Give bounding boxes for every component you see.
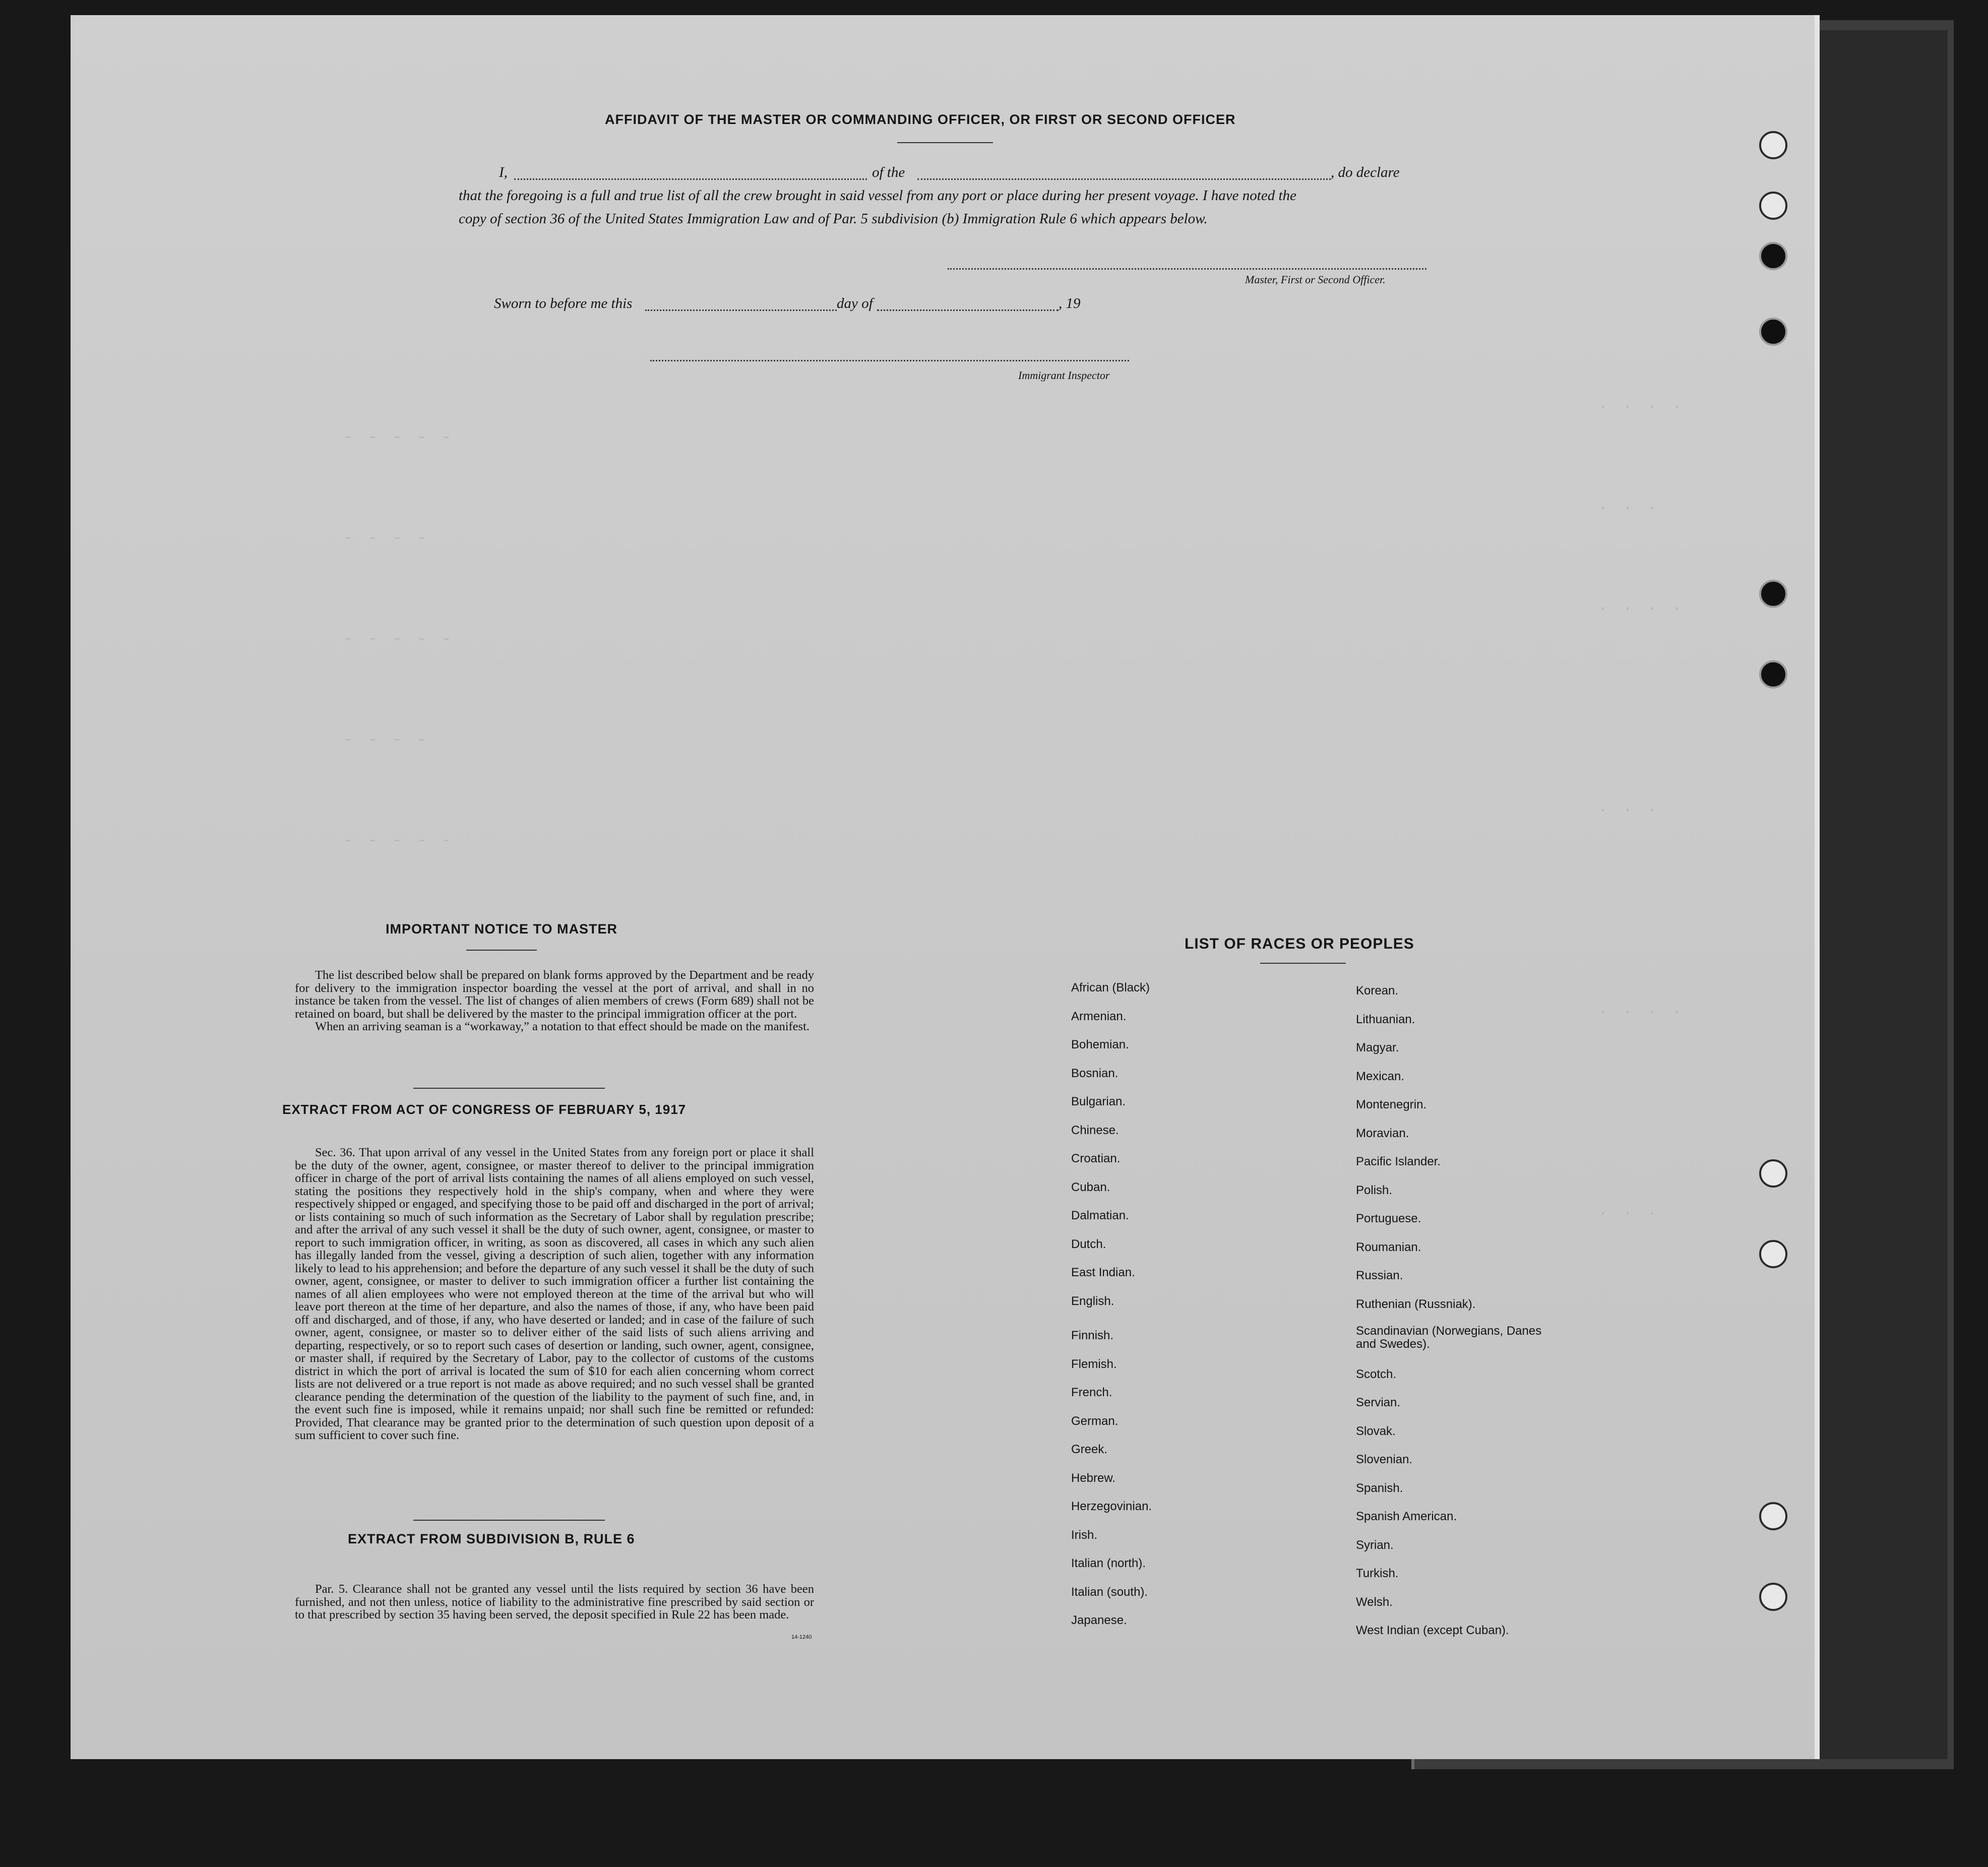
- notice-paragraph-1: The list described below shall be prepared on blank forms approved by the Department and be ready for delivery to the immigration inspector boarding the vessel at the port of arrival, and shall in no instance be taken from the vessel. The list of changes of alien members of crews (Form 689) shall not be retained on board, but shall be delivered by the master to the principal immigration officer at the port.: [295, 968, 814, 1021]
- punch-hole: [1759, 242, 1787, 270]
- affidavit-line1-mid: of the: [872, 164, 905, 180]
- punch-hole: [1759, 580, 1787, 608]
- sworn-end: , 19: [1059, 295, 1081, 312]
- race-item-right: West Indian (except Cuban).: [1356, 1624, 1509, 1637]
- race-item-left: Croatian.: [1071, 1152, 1121, 1165]
- race-item-left: East Indian.: [1071, 1266, 1135, 1279]
- race-item-left: German.: [1071, 1414, 1119, 1428]
- back-sheet-edge: [1815, 30, 1948, 1759]
- race-item-left: Irish.: [1071, 1528, 1098, 1542]
- sworn-month-blank: [877, 297, 1059, 311]
- sworn-mid: day of: [837, 295, 873, 312]
- punch-hole: [1759, 1583, 1787, 1611]
- race-item-right: Montenegrin.: [1356, 1098, 1427, 1111]
- race-item-right: Moravian.: [1356, 1126, 1409, 1140]
- race-item-right: Magyar.: [1356, 1041, 1399, 1054]
- affidavit-line1-end: , do declare: [1331, 164, 1400, 180]
- notice-text: [295, 969, 814, 1033]
- sworn-start: Sworn to before me this: [494, 295, 633, 312]
- race-item-right: Syrian.: [1356, 1538, 1394, 1552]
- race-item-right: Scandinavian (Norwegians, Danes and Swedes).: [1356, 1324, 1542, 1351]
- signature-label: Master, First or Second Officer.: [1245, 273, 1386, 286]
- race-item-right: Lithuanian.: [1356, 1012, 1415, 1026]
- race-item-left: English.: [1071, 1294, 1114, 1308]
- race-item-right: Scotch.: [1356, 1367, 1397, 1381]
- punch-hole: [1759, 318, 1787, 346]
- race-item-left: Armenian.: [1071, 1009, 1127, 1023]
- race-item-left: Dutch.: [1071, 1237, 1106, 1251]
- punch-hole: [1759, 660, 1787, 689]
- race-item-right: Slovenian.: [1356, 1453, 1413, 1466]
- race-item-left: Chinese.: [1071, 1123, 1119, 1137]
- affidavit-line3: copy of section 36 of the United States Immigration Law and of Par. 5 subdivision (b) Immigration Rule 6 which appears below.: [459, 211, 1208, 227]
- race-item-left: Italian (north).: [1071, 1557, 1146, 1570]
- race-item-left: Dalmatian.: [1071, 1209, 1129, 1222]
- race-item-left: Italian (south).: [1071, 1585, 1148, 1599]
- divider: [413, 1088, 605, 1089]
- race-item-left: French.: [1071, 1386, 1112, 1399]
- name-blank: [514, 166, 867, 180]
- form-number: 14-1240: [791, 1634, 812, 1640]
- race-item-left: Hebrew.: [1071, 1471, 1116, 1485]
- race-item-right: Spanish American.: [1356, 1510, 1457, 1523]
- race-item-left: Herzegovinian.: [1071, 1500, 1152, 1513]
- race-item-right: Welsh.: [1356, 1595, 1393, 1609]
- affidavit-line2: that the foregoing is a full and true list of all the crew brought in said vessel from any port or place during her present voyage. I have noted the: [459, 188, 1296, 204]
- race-item-left: African (Black): [1071, 981, 1150, 994]
- race-item-left: Greek.: [1071, 1443, 1108, 1456]
- inspector-blank: [650, 348, 1129, 361]
- race-item-right: Korean.: [1356, 984, 1399, 998]
- race-item-right: Spanish.: [1356, 1481, 1403, 1495]
- affidavit-title: AFFIDAVIT OF THE MASTER OR COMMANDING OFFICER, OR FIRST OR SECOND OFFICER: [605, 112, 1236, 127]
- divider: [466, 950, 537, 951]
- race-item-right: Slovak.: [1356, 1424, 1396, 1438]
- race-item-right: Portuguese.: [1356, 1212, 1421, 1225]
- race-item-left: Bulgarian.: [1071, 1095, 1126, 1108]
- divider: [897, 142, 993, 143]
- vessel-blank: [917, 166, 1331, 180]
- inspector-label: Immigrant Inspector: [1018, 369, 1110, 382]
- punch-hole: [1759, 1240, 1787, 1268]
- race-item-left: Flemish.: [1071, 1357, 1117, 1371]
- race-item-right: Ruthenian (Russniak).: [1356, 1297, 1476, 1311]
- affidavit-line1-start: I,: [499, 164, 508, 180]
- extract-rule-text: Par. 5. Clearance shall not be granted any vessel until the lists required by section 36 have been furnished, and not then unless, notice of liability to the administrative fine prescribed by said section or to that prescribed by section 35 having been served, the deposit specified in Rule 22 has been made.: [295, 1582, 814, 1622]
- races-title: LIST OF RACES OR PEOPLES: [1185, 936, 1414, 952]
- race-item-right: Mexican.: [1356, 1069, 1405, 1083]
- extract-act-text: Sec. 36. That upon arrival of any vessel in the United States from any foreign port or place it shall be the duty of the owner, agent, consignee, or master thereof to deliver to the principal immigration officer in charge of the port of arrival lists containing the names of all aliens employed on such vessel, stating the positions they respectively hold in the ship's company, when and where they were respectively shipped or engaged, and specifying those to be paid off and discharged in the port of arrival; or lists containing so much of such information as the Secretary of Labor shall by regulation prescribe; and after the arrival of any such vessel it shall be the duty of such owner, agent, consignee, or master to report to such immigration officer, in writing, as soon as discovered, all cases in which any such alien has illegally landed from the vessel, giving a description of such alien, together with any information likely to lead to his apprehension; and before the departure of any such vessel it shall be the duty of such owner, agent, consignee, or master to deliver to such immigration officer a further list containing the names of all alien employees who were not employed thereon at the time of the arrival but who will leave port thereon at the time of her departure, and also the names of those, if any, who have been paid off and discharged, and of those, if any, who have deserted or landed; and in case of the failure of such owner, agent, consignee, or master so to deliver either of the said lists of such aliens arriving and departing, respectively, or so to report such cases of desertion or landing, such owner, agent, consignee, or master shall, if required by the Secretary of Labor, pay to the collector of customs of the customs district in which the port of arrival is located the sum of $10 for each alien concerning whom correct lists are not delivered or a true report is not made as above required; and no such vessel shall be granted clearance pending the determination of the question of the liability to the payment of such fine, and, in the event such fine is imposed, while it remains unpaid; nor shall such fine be remitted or refunded: Provided, That clearance may be granted prior to the determination of such question upon deposit of a sum sufficient to cover such fine.: [295, 1146, 814, 1442]
- punch-hole: [1759, 1159, 1787, 1188]
- race-item-left: Finnish.: [1071, 1329, 1114, 1342]
- race-item-left: Bohemian.: [1071, 1038, 1129, 1051]
- signature-blank: [948, 256, 1426, 270]
- divider: [1260, 963, 1346, 964]
- divider: [413, 1520, 605, 1521]
- extract-act-title: EXTRACT FROM ACT OF CONGRESS OF FEBRUARY 5, 1917: [282, 1102, 687, 1117]
- race-item-right: Turkish.: [1356, 1567, 1399, 1580]
- notice-paragraph-2: When an arriving seaman is a “workaway,” a notation to that effect should be made on the manifest.: [315, 1020, 810, 1033]
- race-item-left: Japanese.: [1071, 1613, 1127, 1627]
- extract-rule-title: EXTRACT FROM SUBDIVISION B, RULE 6: [348, 1531, 635, 1546]
- race-item-right: Pacific Islander.: [1356, 1155, 1441, 1168]
- race-item-right: Servian.: [1356, 1396, 1401, 1409]
- document-page: · · · · · · · · · · · · · · · · · · · · · - - - - - - - - - - - - - - - - - - - - - - - AFFIDAVIT OF THE MASTER OR COMMANDING OFFICER, OR FIRST OR SECOND OFFICER I, of the , do declare that the foregoing is a full and true list of all the crew brought in said vessel from any port or place during her present voyage. I have noted the copy of section 36 of the United States Immigration Law and of Par. 5 subdivision (b) Immigration Rule 6 which appears below. Master, First or Second Officer. Sworn to before me this day of , 19 Immigrant Inspector IMPORTANT NOTICE TO MASTER The list described below shall be prepared on blank forms approved by the Department and be ready for delivery to the immigration inspector boarding the vessel at the port of arrival, and shall in no instance be taken from the vessel. The list of changes of alien members of crews (Form 689) shall not be retained on board, but shall be delivered by the master to the principal immigration officer at the port. When an arriving seaman is a “workaway,” a notation to that effect should be made on the manifest. EXTRACT FROM ACT OF CONGRESS OF FEBRUARY 5, 1917 Sec. 36. That upon arrival of any vessel in the United States from any foreign port or place it shall be the duty of the owner, agent, consignee, or master thereof to deliver to the principal immigration officer in charge of the port of arrival lists containing the names of all aliens employed on such vessel, stating the positions they respectively hold in the ship's company, when and where they were respectively shipped or engaged, and specifying those to be paid off and discharged in the port of arrival; or lists containing so much of such information as the Secretary of Labor shall by regulation prescribe; and after the arrival of any such vessel it shall be the duty of such owner, agent, consignee, or master to report to such immigration officer, in writing, as soon as discovered, all cases in which any such alien has illegally landed from the vessel, giving a description of such alien, together with any information likely to lead to his apprehension; and before the departure of any such vessel it shall be the duty of such owner, agent, consignee, or master to deliver to such immigration officer a further list containing the names of all alien employees who were not employed thereon at the time of the arrival but who will leave port thereon at the time of her departure, and also the names of those, if any, who have been paid off and discharged, and of those, if any, who have deserted or landed; and in case of the failure of such owner, agent, consignee, or master so to deliver either of the said lists of such aliens arriving and departing, respectively, or so to report such cases of desertion or landing, such owner, agent, consignee, or master shall, if required by the Secretary of Labor, pay to the collector of customs of the customs district in which the port of arrival is located the sum of $10 for each alien concerning whom correct lists are not delivered or a true report is not made as above required; and no such vessel shall be granted clearance pending the determination of the question of the liability to the payment of such fine, and, in the event such fine is imposed, while it remains unpaid; nor shall such fine be remitted or refunded: Provided, That clearance may be granted prior to the determination of such question upon deposit of a sum sufficient to cover such fine. EXTRACT FROM SUBDIVISION B, RULE 6 Par. 5. Clearance shall not be granted any vessel until the lists required by section 36 have been furnished, and not then unless, notice of liability to the administrative fine prescribed by said section or to that prescribed by section 35 having been served, the deposit specified in Rule 22 has been made. 14-1240 LIST OF RACES OR PEOPLES African (Black) Armenian. Bohemian. Bosnian. Bulgarian. Chinese. Croatian. Cuban. Dalmatian. Dutch. East Indian. English. Finnish. Flemish. French. German. Greek. Hebrew. Herzegovinian. Irish. Italian (north). Italian (south). Japanese. Korean. Lithuanian. Magyar. Mexican. Montenegrin. Moravian. Pacific Islander. Polish. Portuguese. Roumanian. Russian. Ruthenian (Russniak). Scandinavian (Norwegians, Danes and Swedes). Scotch. Servian. Slovak. Slovenian. Spanish. Spanish American. Syrian. Turkish. Welsh. West Indian (except Cuban).: [71, 15, 1815, 1759]
- race-item-right: Roumanian.: [1356, 1240, 1421, 1254]
- race-item-left: Bosnian.: [1071, 1066, 1119, 1080]
- sworn-day-blank: [645, 297, 837, 311]
- race-item-left: Cuban.: [1071, 1180, 1110, 1194]
- race-item-right: Russian.: [1356, 1269, 1403, 1282]
- punch-hole: [1759, 131, 1787, 159]
- punch-hole: [1759, 1502, 1787, 1530]
- notice-title: IMPORTANT NOTICE TO MASTER: [386, 921, 617, 937]
- race-item-right: Polish.: [1356, 1183, 1393, 1197]
- punch-hole: [1759, 192, 1787, 220]
